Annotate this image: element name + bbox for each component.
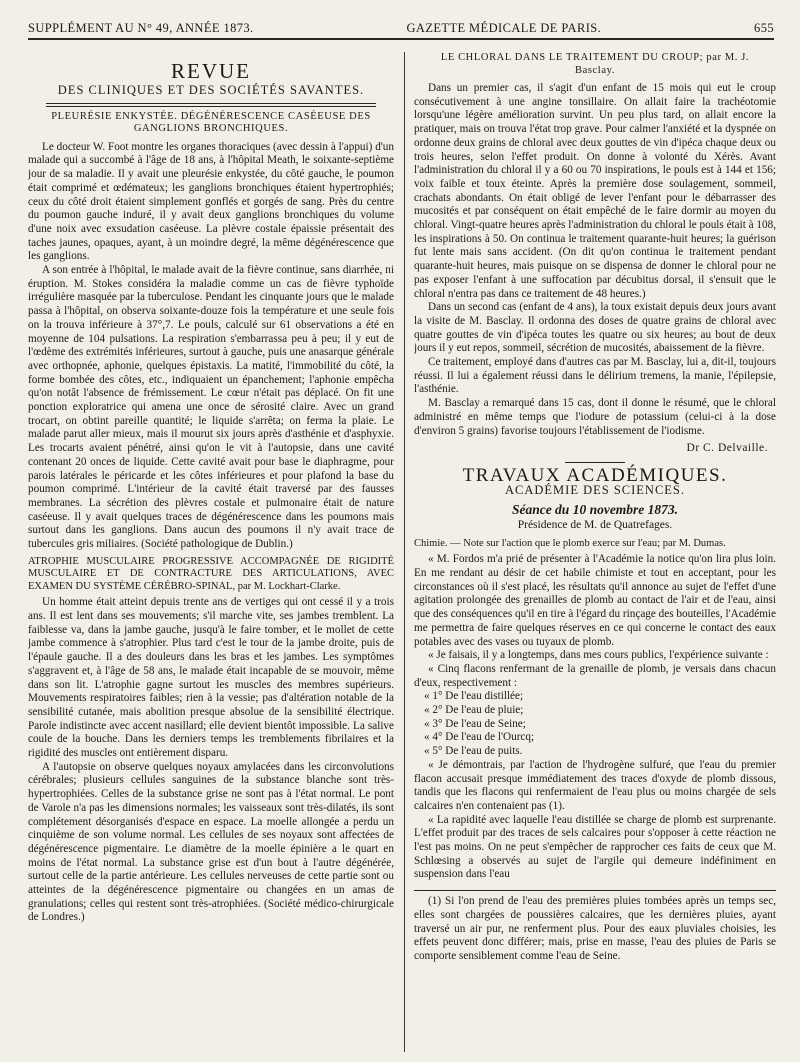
article-paragraph: « Je faisais, il y a longtemps, dans mes cours publics, l'expérience suivante : [428,649,769,662]
section-title-pleuresie: PLEURÉSIE ENKYSTÉE. DÉGÉNÉRESCENCE CASÉEUSE DES GANGLIONS BRONCHIQUES. [51,110,371,135]
list-item: « 1° De l'eau distillée; [424,690,524,703]
list-item: « 2° De l'eau de pluie; [424,704,524,717]
separator-rule [565,462,625,463]
article-paragraph: « Cinq flacons renfermant de la grenaille de plomb, je versais dans chacun d'eux, respectivement : [414,662,776,689]
footnote-rule [414,890,776,891]
section-title-chloral: LE CHLORAL DANS LE TRAITEMENT DU CROUP; par M. J. Basclay. [440,52,750,76]
article-paragraph: Ce traitement, employé dans d'autres cas par M. Basclay, lui a, dit-il, toujours réussi. Il lui a également réussi dans le délirium tremens, la manie, l'épilepsie, l'asthénie. [414,356,776,396]
header-page-number: 655 [754,21,774,35]
article-paragraph: Dans un premier cas, il s'agit d'un enfant de 15 mois qui eut le croup consécutivement à une angine tonsillaire. On allait faire la trachéotomie lorsqu'une légère amélioration survint. Un peu plus tard, on allait encore la pratiquer, mais on trouva l'état trop grave. Pour calmer l'anxiété et la dyspnée on ordonne deux grains de chloral avec deux gouttes de vin d'ipéca chaque deux ou trois heures, selon l'effet produit. On donne à volonté du Xérès. Avant l'administration du chloral il y a 60 ou 70 inspirations, le pouls est à 144 et 156; voix faible et toux éteinte. Après la première dose soulagement, sommeil, crachats abondants. On était obligé de lever l'enfant pour le débarrasser des mucosités et par conséquent on était empêché de le faire dormir au moyen du chloral. Vingt-quatre heures après l'administration du chloral le pouls était à 108, les inspirations à 50. On continua le traitement quarante-huit heures; la guérison fut lente mais sans accident. (On dit qu'on continua le traitement pendant quarante-huit heures, mais puisque on se dispensa de donner le chloral pour ne pas exposer l'enfant à une suffocation par décubitus dorsal, il s'ensuit que le chloral n'entra pas dans ce traitement de 48 heures.) [414,82,776,300]
list-item: « 5° De l'eau de puits. [424,745,523,758]
column-divider [404,52,405,1052]
article-paragraph: « La rapidité avec laquelle l'eau distillée se charge de plomb est surprenante. L'effet produit par des traces de sels calcaires pour s'opposer à cette réaction ne l'est pas moins. On ne peut s'empêcher de rapprocher ces faits de ceux que M. Schlœsing a observés au sujet de l'argile qui demeure indéfiniment en suspension dans l'eau [414,813,776,881]
article-paragraph: « Je démontrais, par l'action de l'hydrogène sulfuré, que l'eau du premier flacon accusait presque immédiatement des traces d'oxyde de plomb dissous, tandis que les flacons qui renfermaient de l'eau plus ou moins chargée de sels calcaires n'en contenaient pas (1). [414,758,776,812]
right-column [414,52,776,1052]
article-paragraph: Dans un second cas (enfant de 4 ans), la toux existait depuis deux jours avant la visite de M. Basclay. Il ordonna des doses de quatre grains de chloral avec quatre gouttes de vin d'ipéca toutes les quatre ou six heures; au bout de deux jours il y eut repos, sommeil, sécrétion de mucosités, abaissement de la fièvre. [414,301,776,355]
section-title-chimie: Chimie. — Note sur l'action que le plomb exerce sur l'eau; par M. Dumas. [414,537,726,549]
presidence-line: Présidence de M. de Quatrefages. [517,519,673,532]
article-paragraph: Un homme était atteint depuis trente ans de vertiges qui ont cessé il y a trois ans. Il est lent dans ses mouvements; s'il marche vite, ses jambes tremblent. La faiblesse va, dans la jambe gauche, jusqu'à le faire tomber, et le mollet de cette jambe commence à s'atrophier. Plus tard c'est le tour de la jambe droite, puis de l'épaule gauche. Il a des douleurs dans les bras et les jambes. Les symptômes s'aggravent et, à l'âge de 58 ans, le malade était incapable de se mouvoir, même dans son lit. L'atrophie gagne surtout les muscles des membres supérieurs. Mouvements respiratoires faibles; rien à la vessie; pas d'altération notable de la sensibilité cutanée, mais abolition presque absolue de la sensibilité électrique. Parole indistincte avec accent nasillard; elle devient bientôt impossible. La salive coule de la bouche. Dans les derniers temps les tremblements fibrilaires et la rigidité des muscles ont entièrement disparu. [28,596,394,760]
article-paragraph: A son entrée à l'hôpital, le malade avait de la fièvre continue, sans diarrhée, ni éruption. M. Stokes considéra la maladie comme un cas de fièvre typhoïde irrégulière masquée par la tuberculose. Pendant les cinquante jours que le malade passa à l'hôpital, on observa soixante-douze fois la température et une seule fois on la trouva inférieure à 37°,7. Le pouls, calculé sur 61 observations a été en moyenne de 104 pulsations. La respiration s'embarrassa peu à peu; il y eut de l'œdème des extrémités inférieures, surtout à gauche, puis une anasarque générale avec orthopnée, aphonie, quelques épistaxis. La matité, l'immobilité du côté, la forme bombée des côtes, etc., indiquaient un épanchement; l'aphonie empêcha qu'on notât l'absence de frémissement. Le cœur n'était pas déplacé. On fit une ponction exploratrice qui amena une once de sérosité claire. Avec un grand trocart, on obtint pareille quantité; le liquide s'arrêta; on ferma la plaie. Le malade parut aller mieux, mais il mourut six jours après d'asthénie et d'asphyxie. Les trocarts avaient pénétré, ainsi qu'on le vit à l'autopsie, dans une cavité contenant 20 onces de liquide. Cette cavité avait pour base le diaphragme, pour parois latérales le péricarde et les côtes inférieures et pour plafond la base du poumon comprimé. L'intérieur de la cavité était traversé par des fausses membranes. La sécrétion des plèvres costale et pulmonaire était de nature caséeuse. Il y avait quelques traces de dégénérescence dans les poumons mais surtout dans les ganglions. Dans aucun des poumons il n'y avait trace de tubercules gris miliaires. (Société pathologique de Dublin.) [28,264,394,551]
seance-date: Séance du 10 novembre 1873. [511,502,679,518]
article-paragraph: Le docteur W. Foot montre les organes thoraciques (avec dessin à l'appui) d'un malade qui a succombé à l'âge de 18 ans, à l'hôpital Meath, le soixante-septième jour de sa maladie. Il y avait une pleurésie enkystée, du côté gauche, le poumon était comprimé et œdémateux; les ganglions bronchiques étaient hypertrophiés; ceux du côté droit étaient simplement gonflés et gorgés de sang. Près du centre du poumon gauche induré, il y avait deux ganglions bronchiques du volume d'une noix avec exsudation caséeuse. La plèvre costale épaissie présentait des taches jaunes, opaques, ayant, à un moindre degré, la même dégénérescence que les ganglions. [28,140,394,263]
list-item: « 4° De l'eau de l'Ourcq; [424,731,535,744]
list-item: « 3° De l'eau de Seine; [424,717,526,730]
revue-title: REVUE [171,59,251,83]
header-journal-title: GAZETTE MÉDICALE DE PARIS. [406,21,602,35]
travaux-title: TRAVAUX ACADÉMIQUES. [462,464,728,486]
author-signature: Dr C. Delvaille. [686,442,768,455]
revue-subtitle: DES CLINIQUES ET DES SOCIÉTÉS SAVANTES. [57,83,365,97]
page-header [28,14,774,40]
section-title-atrophie: ATROPHIE MUSCULAIRE PROGRESSIVE ACCOMPAGNÉE DE RIGIDITÉ MUSCULAIRE ET DE CONTRACTURE DES ARTICULATIONS, AVEC EXAMEN DU SYSTÈME CÉRÉBRO-SPINAL, par M. Lockhart-Clarke. [28,555,394,592]
title-rule [46,103,376,107]
header-supplement: SUPPLÉMENT AU N° 49, ANNÉE 1873. [28,21,254,35]
article-paragraph: M. Basclay a remarqué dans 15 cas, dont il donne le résumé, que le chloral administré en même temps que l'iodure de potassium (celui-ci à la dose d'environ 5 grains) favorise toujours l'établissement de l'iodisme. [414,397,776,437]
footnote: (1) Si l'on prend de l'eau des premières pluies tombées après un temps sec, elles sont chargées de poussières calcaires, que les dernières pluies, ayant traversé un air pur, ne renferment plus. Pour des eaux pluviales choisies, les effets peuvent donc différer; mais, prise en masse, l'eau des pluies de Paris se comporte sensiblement comme l'eau de Seine. [414,895,776,962]
article-paragraph: A l'autopsie on observe quelques noyaux amylacées dans les circonvolutions cérébrales; plusieurs cellules sanguines de la substance blanche sont très-hypertrophiées. Celles de la substance grise ne sont pas à l'état normal. Le pont de Varole n'a pas les dimensions normales; les vaisseaux sont très-dilatés, ils sont complétement désorganisés d'espace en espace. La moelle allongée a perdu un cinquième de son volume normal. Les cellules de ses noyaux sont affectées de dégénérescence pigmentaire. Le diamètre de la moelle épinière a le quart en moins de l'état normal. La substance grise est d'un bout à l'autre dégénérée, surtout celle de la partie antérieure. Les cellules nerveuses de cette partie sont ou atteintes de la dégénérescence pigmentaire ou changées en un amas de granulations; celles qui restent sont très-atrophiées. (Société médico-chirurgicale de Londres.) [28,760,394,924]
academie-heading: ACADÉMIE DES SCIENCES. [505,482,685,497]
left-column [28,52,394,1052]
article-paragraph: « M. Fordos m'a prié de présenter à l'Académie la notice qu'on lira plus loin. En me rendant au désir de cet habile chimiste et tout en acceptant, pour les circonstances où il s'est placé, les résultats qu'il annonce au sujet de l'effet d'une agitation prolongée des grenailles de plomb au contact de l'air et de l'eau, ainsi que des conséquences qu'il en tire à l'égard du rinçage des bouteilles, l'Académie me permettra de faire quelques réserves en ce qui concerne le contact des eaux potables avec des vases ou tuyaux de plomb. [414,553,776,648]
